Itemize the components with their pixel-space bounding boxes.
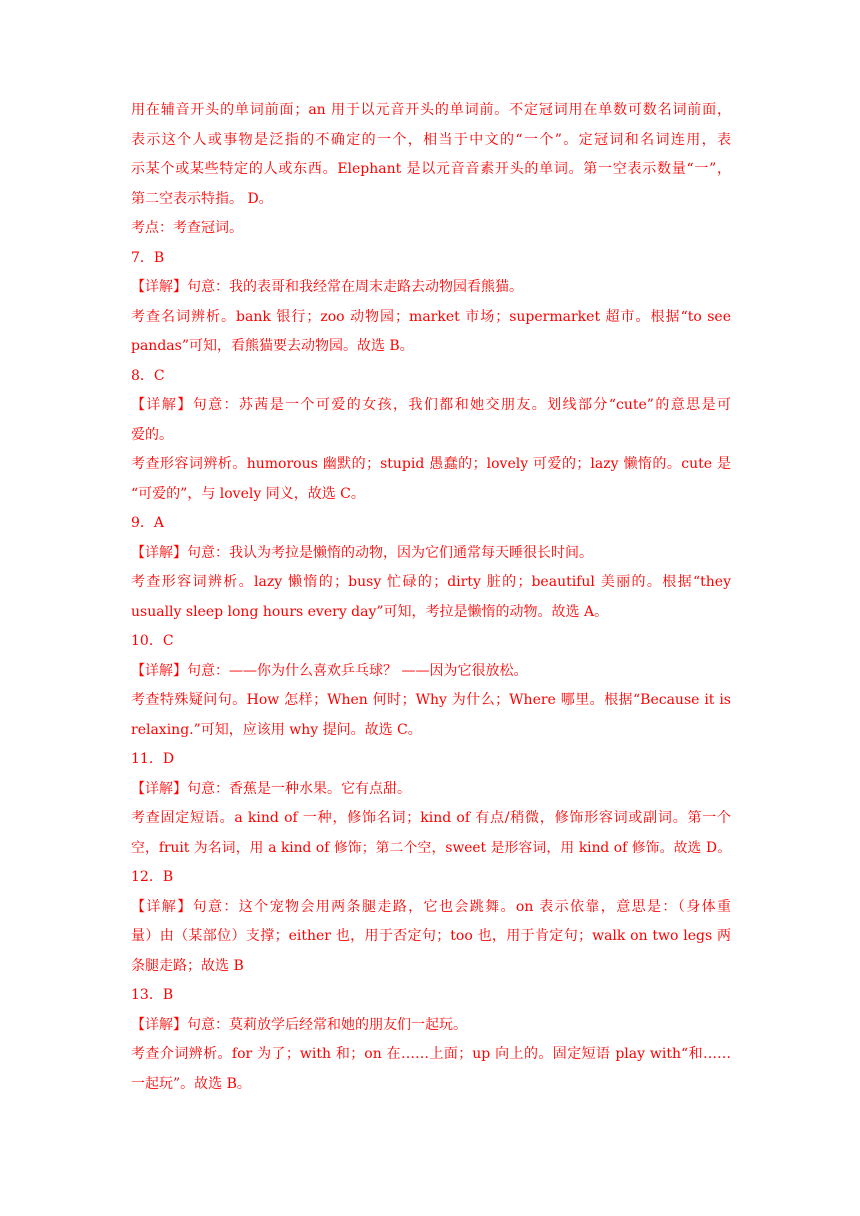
question-number: 7．B: [131, 249, 165, 266]
text-line: 量）由（某部位）支撑；either 也，用于否定句；too 也，用于肯定句；walk on two legs 两: [131, 928, 731, 944]
text-line: 【详解】句意：苏茜是一个可爱的女孩，我们都和她交朋友。划线部分“cute”的意思是可: [131, 397, 731, 413]
text-line: 【详解】句意：香蕉是一种水果。它有点甜。: [131, 780, 411, 797]
question-number: 12．B: [131, 869, 174, 885]
text-line: 考查形容词辨析。lazy 懒惰的；busy 忙碌的；dirty 脏的；beautiful 美丽的。根据“they: [131, 574, 731, 590]
text-line: 条腿走路；故选 B: [131, 957, 244, 974]
text-line: 用在辅音开头的单词前面；an 用于以元音开头的单词前。不定冠词用在单数可数名词前面，: [131, 102, 731, 118]
question-number: 13．B: [131, 987, 174, 1003]
text-line: 表示这个人或事物是泛指的不确定的一个，相当于中文的“一个”。定冠词和名词连用，表: [131, 131, 731, 148]
text-line: 空，fruit 为名词，用 a kind of 修饰；第二个空，sweet 是形容词，用 kind of 修饰。故选 D。: [131, 839, 731, 856]
text-line: 考查特殊疑问句。How 怎样；When 何时；Why 为什么；Where 哪里。根据“Because it is: [131, 692, 731, 708]
text-line: 【详解】句意：我的表哥和我经常在周末走路去动物园看熊猫。: [131, 279, 523, 295]
text-line: relaxing.”可知，应该用 why 提问。故选 C。: [131, 721, 422, 738]
question-number: 10．C: [131, 633, 174, 649]
text-line: 【详解】句意：——你为什么喜欢乒乓球？ ——因为它很放松。: [131, 662, 528, 679]
text-line: 示某个或某些特定的人或东西。Elephant 是以元音音素开头的单词。第一空表示数量“一”，: [131, 161, 731, 177]
text-line: 考点：考查冠词。: [131, 220, 243, 236]
text-line: 考查介词辨析。for 为了；with 和；on 在……上面；up 向上的。固定短语 play with“和……: [131, 1046, 731, 1062]
text-line: 考查名词辨析。bank 银行；zoo 动物园；market 市场；supermarket 超市。根据“to see: [131, 308, 731, 325]
answer-explanation-text: [131, 96, 731, 1099]
question-number: 11．D: [131, 751, 175, 767]
text-line: 考查固定短语。a kind of 一种，修饰名词；kind of 有点/稍微，修饰形容词或副词。第一个: [131, 810, 731, 826]
text-line: pandas”可知，看熊猫要去动物园。故选 B。: [131, 338, 414, 354]
text-line: 第二空表示特指。 D。: [131, 190, 273, 207]
text-line: 【详解】句意：这个宠物会用两条腿走路，它也会跳舞。on 表示依靠，意思是：（身体重: [131, 898, 731, 915]
question-number: 8．C: [131, 367, 165, 384]
text-line: 爱的。: [131, 426, 173, 443]
text-line: 【详解】句意：我认为考拉是懒惰的动物，因为它们通常每天睡很长时间。: [131, 544, 593, 561]
text-line: usually sleep long hours every day”可知，考拉是懒惰的动物。故选 A。: [131, 603, 609, 620]
text-line: “可爱的”，与 lovely 同义，故选 C。: [131, 485, 365, 502]
text-line: 一起玩”。故选 B。: [131, 1075, 251, 1092]
question-number: 9．A: [131, 515, 165, 531]
text-line: 【详解】句意：莫莉放学后经常和她的朋友们一起玩。: [131, 1016, 467, 1033]
text-line: 考查形容词辨析。humorous 幽默的；stupid 愚蠢的；lovely 可爱的；lazy 懒惰的。cute 是: [131, 456, 731, 472]
